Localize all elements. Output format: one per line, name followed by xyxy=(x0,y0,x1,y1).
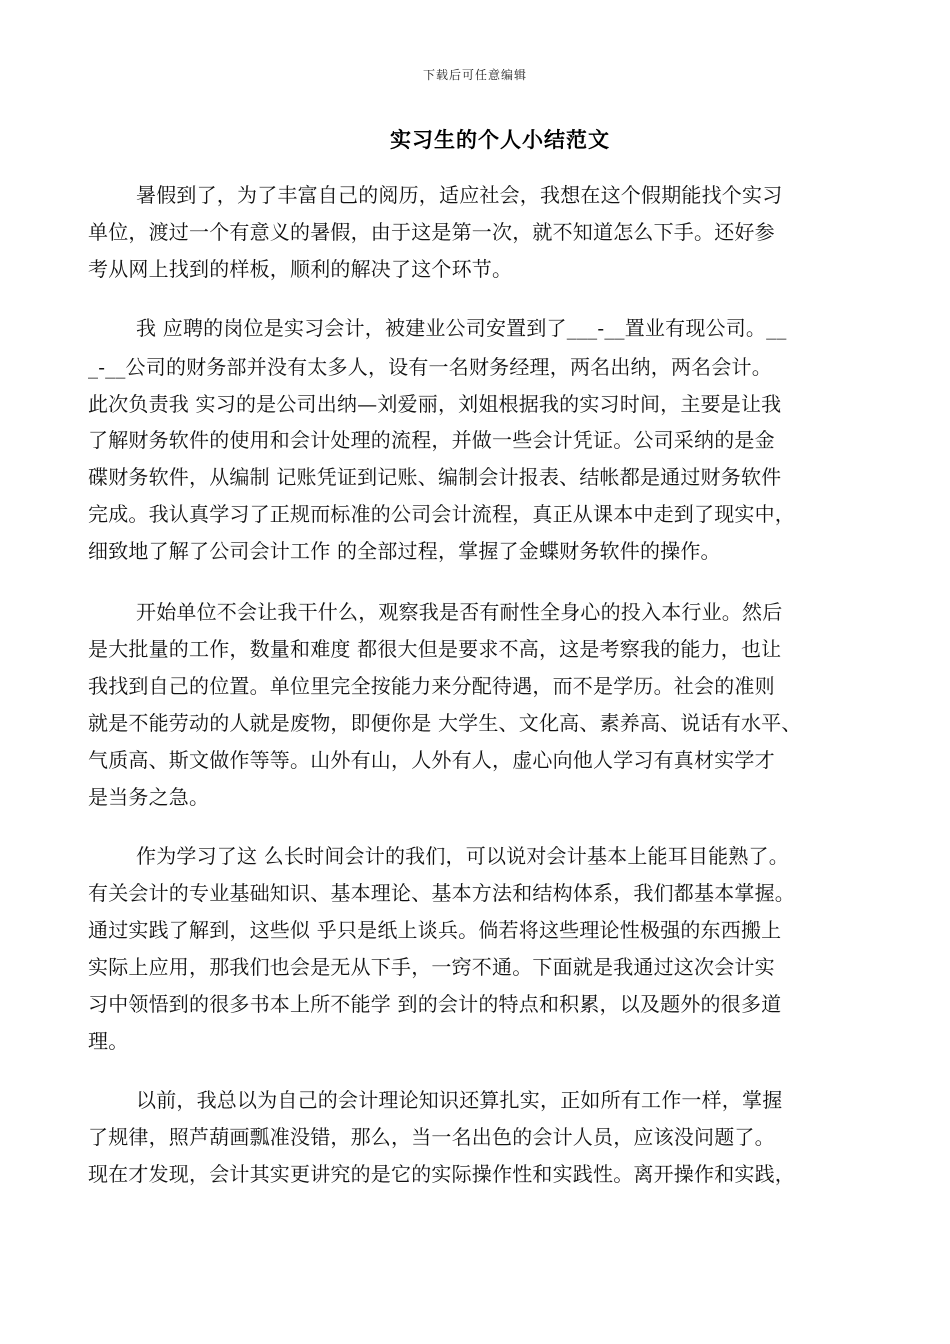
paragraph-3-line-2: 是大批量的工作，数量和难度 都很大但是要求不高，这是考察我的能力，也让 xyxy=(88,637,782,661)
document-title: 实习生的个人小结范文 xyxy=(390,127,610,152)
paragraph-3-line-6: 是当务之急。 xyxy=(88,785,210,809)
paragraph-3-line-5: 气质高、斯文做作等等。山外有山，人外有人，虚心向他人学习有真材实学才 xyxy=(88,748,775,772)
paragraph-2-line-2: _-__公司的财务部并没有太多人，设有一名财务经理，两名出纳，两名会计。 xyxy=(88,355,772,379)
paragraph-2-line-7: 细致地了解了公司会计工作 的全部过程，掌握了金蝶财务软件的操作。 xyxy=(88,539,721,563)
paragraph-2-line-6: 完成。我认真学习了正规而标准的公司会计流程，真正从课本中走到了现实中， xyxy=(88,502,795,526)
paragraph-4-line-5: 习中领悟到的很多书本上所不能学 到的会计的特点和积累，以及题外的很多道 xyxy=(88,992,782,1016)
paragraph-4-line-3: 通过实践了解到，这些似 乎只是纸上谈兵。倘若将这些理论性极强的东西搬上 xyxy=(88,918,782,942)
paragraph-3-line-3: 我找到自己的位置。单位里完全按能力来分配待遇，而不是学历。社会的准则 xyxy=(88,674,775,698)
paragraph-5-line-3: 现在才发现，会计其实更讲究的是它的实际操作性和实践性。离开操作和实践， xyxy=(88,1162,795,1186)
paragraph-3-line-4: 就是不能劳动的人就是废物，即便你是 大学生、文化高、素养高、说话有水平、 xyxy=(88,711,802,735)
paragraph-5-line-1: 以前，我总以为自己的会计理论知识还算扎实，正如所有工作一样，掌握 xyxy=(136,1088,783,1112)
paragraph-2-line-5: 碟财务软件，从编制 记账凭证到记账、编制会计报表、结帐都是通过财务软件 xyxy=(88,465,782,489)
paragraph-4-line-6: 理。 xyxy=(88,1029,129,1053)
paragraph-4-line-1: 作为学习了这 么长时间会计的我们，可以说对会计基本上能耳目能熟了。 xyxy=(136,844,789,868)
paragraph-2-line-3: 此次负责我 实习的是公司出纳—刘爱丽，刘姐根据我的实习时间，主要是让我 xyxy=(88,392,782,416)
paragraph-1-line-2: 单位，渡过一个有意义的暑假，由于这是第一次，就不知道怎么下手。还好参 xyxy=(88,220,775,244)
paragraph-2-line-1: 我 应聘的岗位是实习会计，被建业公司安置到了___-__置业有现公司。__ xyxy=(136,316,787,340)
paragraph-5-line-2: 了规律，照芦葫画瓢准没错，那么，当一名出色的会计人员，应该没问题了。 xyxy=(88,1125,775,1149)
paragraph-2-line-4: 了解财务软件的使用和会计处理的流程，并做一些会计凭证。公司采纳的是金 xyxy=(88,428,775,452)
paragraph-4-line-4: 实际上应用，那我们也会是无从下手，一窍不通。下面就是我通过这次会计实 xyxy=(88,955,775,979)
paragraph-3-line-1: 开始单位不会让我干什么，观察我是否有耐性全身心的投入本行业。然后 xyxy=(136,600,783,624)
paragraph-4-line-2: 有关会计的专业基础知识、基本理论、基本方法和结构体系，我们都基本掌握。 xyxy=(88,881,795,905)
paragraph-1-line-1: 暑假到了，为了丰富自己的阅历，适应社会，我想在这个假期能找个实习 xyxy=(136,183,783,207)
paragraph-1-line-3: 考从网上找到的样板，顺利的解决了这个环节。 xyxy=(88,257,513,281)
page-header: 下载后可任意编辑 xyxy=(422,68,527,82)
